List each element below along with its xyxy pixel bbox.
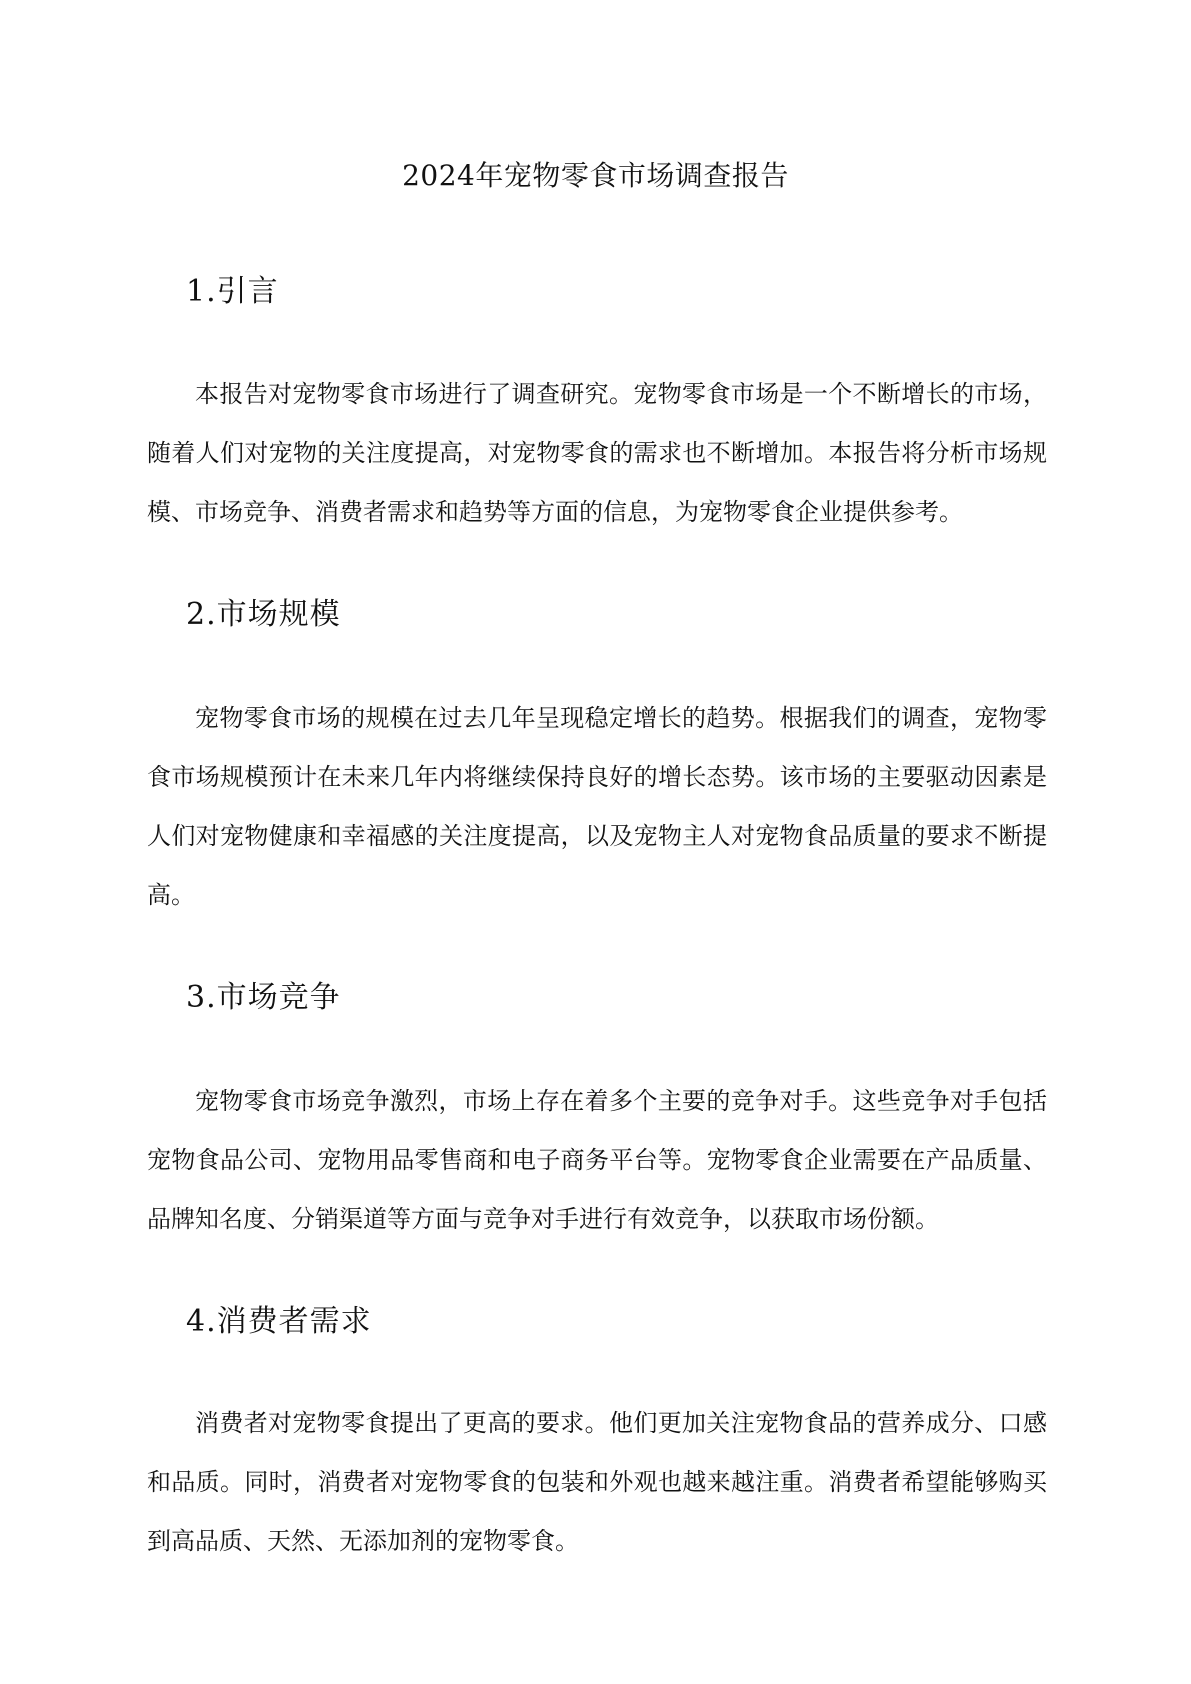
document-title: 2024年宠物零食市场调查报告: [402, 159, 789, 192]
section-paragraph-market-size: 宠物零食市场的规模在过去几年呈现稳定增长的趋势。根据我们的调查，宠物零食市场规模预计在未来几年内将继续保持良好的增长态势。该市场的主要驱动因素是人们对宠物健康和幸福感的关注度提高，以及宠物主人对宠物食品质量的要求不断提高。: [147, 704, 1047, 909]
section-paragraph-consumer-demand: 消费者对宠物零食提出了更高的要求。他们更加关注宠物食品的营养成分、口感和品质。同时，消费者对宠物零食的包装和外观也越来越注重。消费者希望能够购买到高品质、天然、无添加剂的宠物零食。: [147, 1409, 1047, 1555]
section-heading-market-size: 2.市场规模: [186, 597, 341, 632]
section-paragraph-market-competition: 宠物零食市场竞争激烈，市场上存在着多个主要的竞争对手。这些竞争对手包括宠物食品公司、宠物用品零售商和电子商务平台等。宠物零食企业需要在产品质量、品牌知名度、分销渠道等方面与竞争对手进行有效竞争，以获取市场份额。: [147, 1087, 1047, 1233]
section-heading-introduction: 1.引言: [186, 274, 279, 309]
section-paragraph-introduction: 本报告对宠物零食市场进行了调查研究。宠物零食市场是一个不断增长的市场，随着人们对宠物的关注度提高，对宠物零食的需求也不断增加。本报告将分析市场规模、市场竞争、消费者需求和趋势等方面的信息，为宠物零食企业提供参考。: [147, 380, 1047, 526]
section-heading-market-competition: 3.市场竞争: [186, 980, 341, 1015]
section-heading-consumer-demand: 4.消费者需求: [186, 1304, 372, 1339]
